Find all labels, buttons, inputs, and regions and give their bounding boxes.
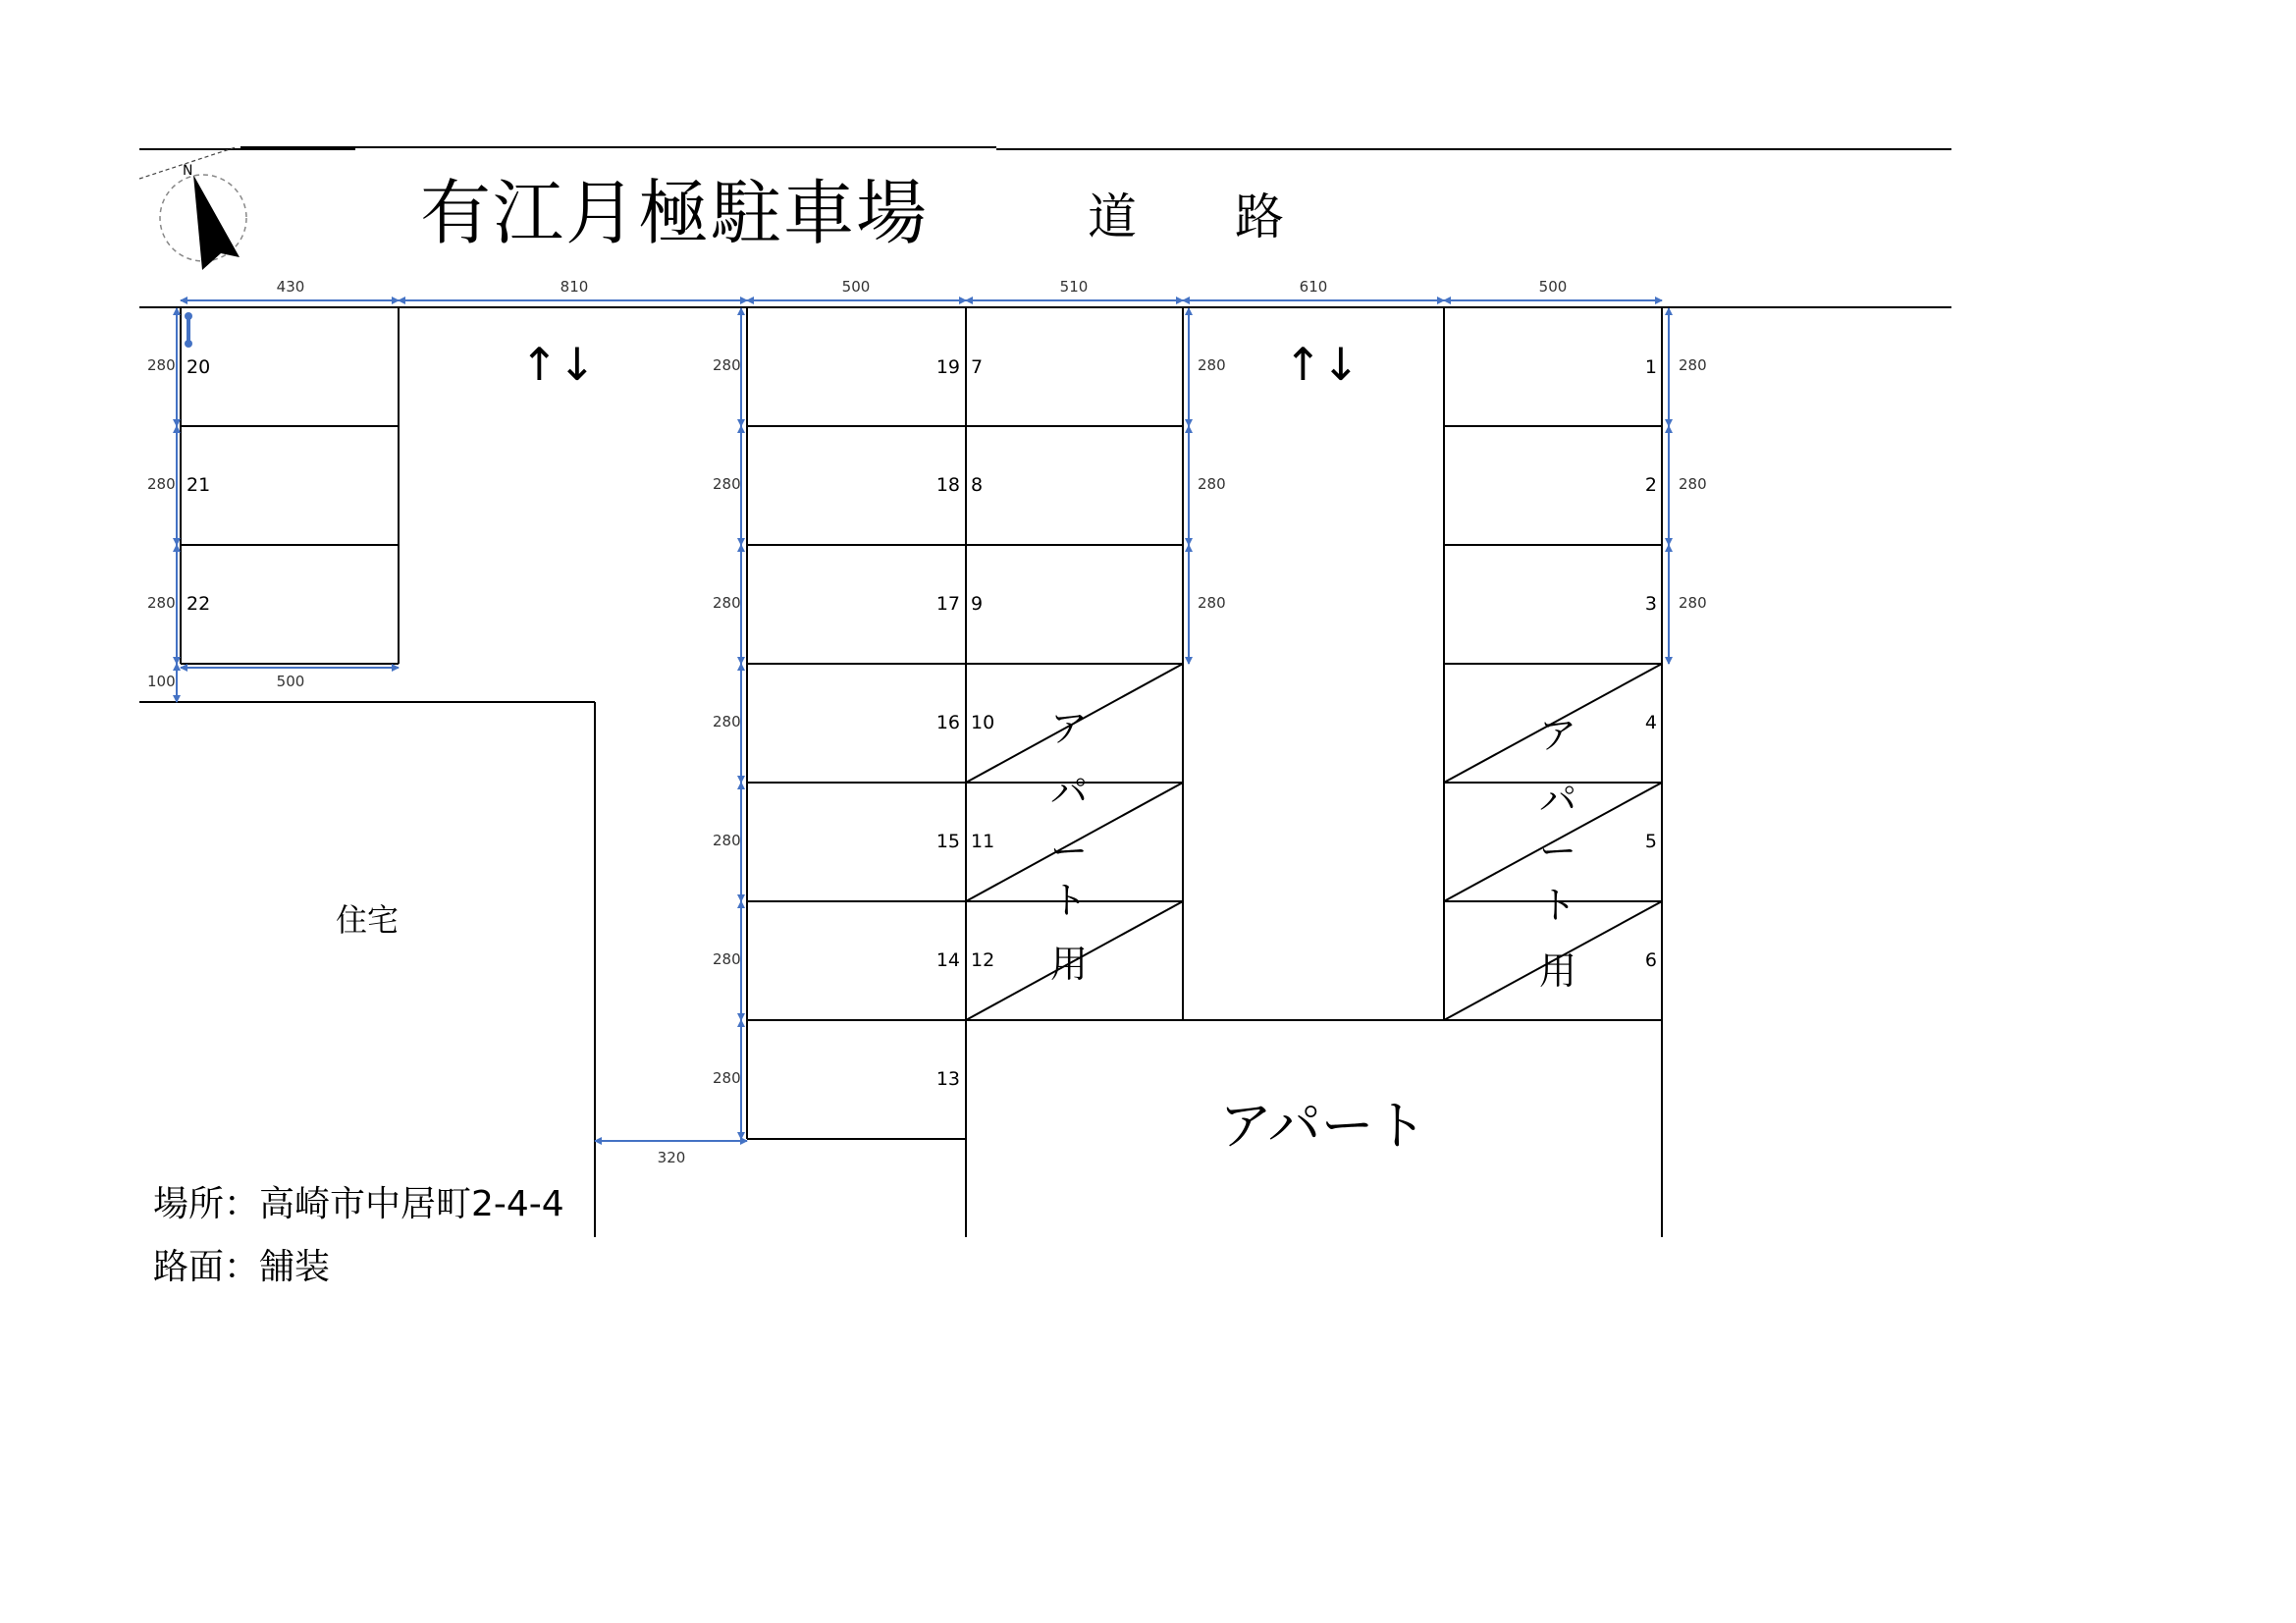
space-number: 16 [935,712,960,733]
dimension-label: 280 [713,832,741,849]
dimension-label: 430 [276,278,305,296]
dimension-label: 500 [841,278,871,296]
reserved-char: パ [1050,771,1089,814]
dimension-label: 280 [147,594,176,612]
dimension-label: 280 [1679,356,1707,374]
space-number: 20 [187,356,211,378]
space-number: 1 [1644,356,1657,378]
reserved-label-center [1050,707,1088,986]
center-parking-block [747,307,1183,1237]
page-title: 有江月極駐車場 [420,172,930,254]
compass-icon [139,147,246,270]
space-number: 15 [935,831,960,852]
space-number: 11 [971,831,995,852]
house-label: 住宅 [336,901,400,939]
space-number: 2 [1644,474,1657,496]
space-number: 13 [935,1068,960,1090]
surface-text: 路面：舗装 [153,1247,331,1287]
dimension-label: 280 [713,594,741,612]
reserved-char: ー [1539,830,1577,873]
reserved-char: ー [1050,830,1089,873]
dimension-label: 280 [713,356,741,374]
house-area [139,702,595,1237]
road [139,147,1951,307]
right-parking-block [1444,307,1662,1237]
location-text: 場所：高崎市中居町2-4-4 [153,1184,564,1224]
dimension-label: 280 [713,475,741,493]
reserved-char: ア [1539,714,1577,757]
dimension-label: 280 [713,1069,741,1087]
dimension-label: 280 [147,475,176,493]
traffic-arrow-left: ↑↓ [520,338,597,391]
dimension-label: 280 [147,356,176,374]
traffic-arrow-right: ↑↓ [1284,338,1361,391]
dimension-labels [147,278,1707,1166]
dimension-label: 510 [1059,278,1089,296]
dimension-label: 280 [713,713,741,730]
space-number: 5 [1644,831,1657,852]
space-number: 9 [971,593,984,615]
space-number: 10 [971,712,995,733]
space-number: 12 [971,949,995,971]
space-number: 6 [1644,949,1657,971]
space-number: 8 [971,474,984,496]
space-number: 17 [935,593,960,615]
reserved-char: パ [1539,779,1577,822]
space-number: 18 [935,474,960,496]
dimension-label: 810 [560,278,589,296]
dimension-label: 280 [1679,475,1707,493]
reserved-char: 用 [1539,949,1577,993]
space-number: 14 [935,949,960,971]
dimension-label: 500 [276,673,305,690]
reserved-char: ア [1050,707,1089,750]
reserved-char: ト [1539,884,1577,927]
space-number: 3 [1644,593,1657,615]
dimension-label: 280 [1679,594,1707,612]
space-number: 22 [187,593,211,615]
dimension-label: 280 [713,950,741,968]
space-number: 19 [935,356,960,378]
reserved-char: ト [1050,879,1089,922]
reserved-label-right [1539,714,1576,993]
reserved-char: 用 [1050,943,1089,986]
dimension-label: 100 [147,673,176,690]
left-parking-block [181,307,399,664]
compass-north-label: N [183,163,193,179]
dimension-label: 280 [1198,594,1226,612]
dimension-label: 610 [1299,278,1328,296]
road-label: 道 路 [1088,189,1284,245]
dimension-label: 500 [1538,278,1568,296]
apartment-label: アパート [1219,1095,1427,1157]
dimension-label: 320 [657,1149,686,1166]
dimension-label: 280 [1198,475,1226,493]
space-number: 21 [187,474,211,496]
space-number: 7 [971,356,984,378]
space-number: 4 [1644,712,1657,733]
space-numbers [187,356,1657,1090]
dimension-label: 280 [1198,356,1226,374]
